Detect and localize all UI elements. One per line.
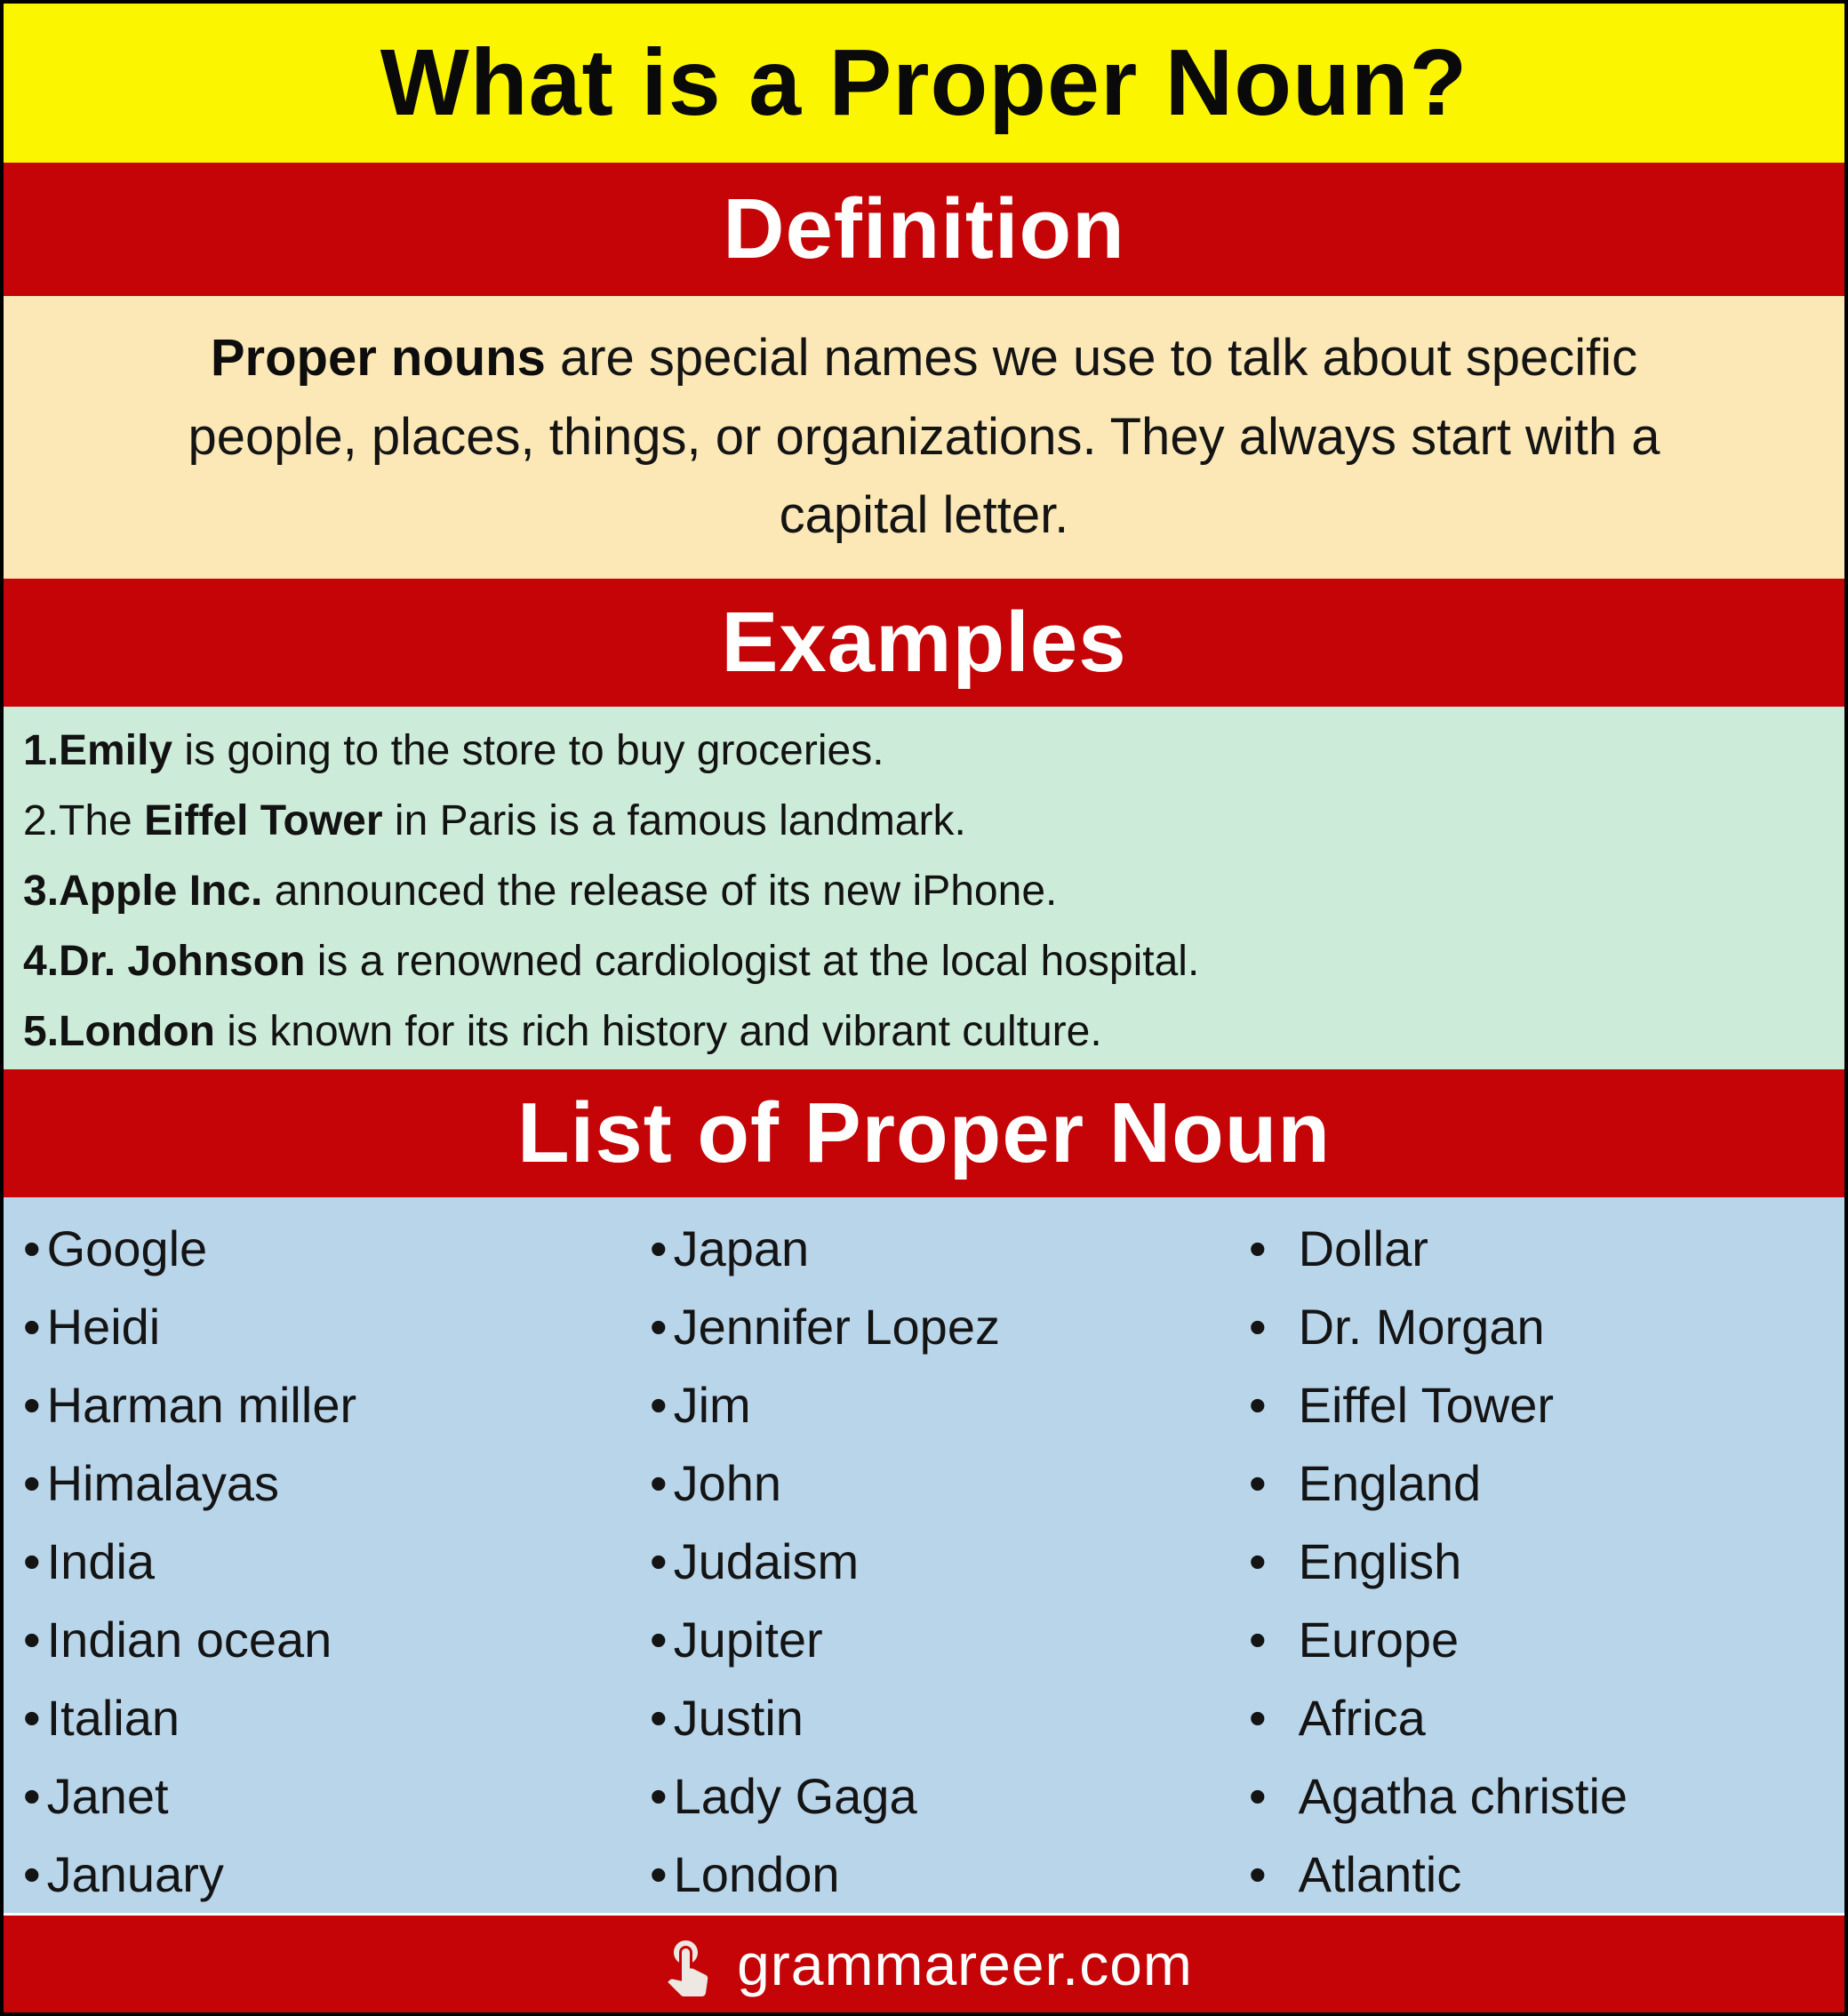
list-item: • Google: [23, 1210, 650, 1288]
definition-section: [4, 296, 1844, 579]
examples-section: [4, 707, 1844, 1069]
example-sentence: 4.Dr. Johnson is a renowned cardiologist at the local hospital.: [23, 938, 1200, 985]
tap-hand-icon: [655, 1932, 719, 1996]
example-sentence: 3.Apple Inc. announced the release of its new iPhone.: [23, 868, 1058, 915]
list-item: • Atlantic: [1236, 1836, 1844, 1914]
example-sentence: 5.London is known for its rich history and vibrant culture.: [23, 1008, 1102, 1055]
list-item: • Jennifer Lopez: [650, 1288, 1236, 1366]
site-name: grammareer.com: [737, 1931, 1193, 1997]
proper-noun-list: [4, 1197, 1844, 1913]
list-item: • Agatha christie: [1236, 1757, 1844, 1836]
list-item: • Jim: [650, 1366, 1236, 1444]
list-item: • Jupiter: [650, 1601, 1236, 1679]
list-item: • Justin: [650, 1679, 1236, 1757]
list-item: • India: [23, 1523, 650, 1601]
list-column-2: [650, 1210, 1236, 1913]
list-item: • England: [1236, 1444, 1844, 1523]
list-heading: List of Proper Noun: [517, 1085, 1331, 1180]
list-item: • Lady Gaga: [650, 1757, 1236, 1836]
list-item: • English: [1236, 1523, 1844, 1601]
list-item: • Italian: [23, 1679, 650, 1757]
example-sentence: 1.Emily is going to the store to buy groceries.: [23, 727, 884, 774]
examples-heading: Examples: [721, 595, 1127, 690]
list-item: • Eiffel Tower: [1236, 1366, 1844, 1444]
definition-text: [169, 319, 1680, 556]
list-item: • Africa: [1236, 1679, 1844, 1757]
example-sentence: 2.The Eiffel Tower in Paris is a famous landmark.: [23, 797, 966, 844]
list-item: • Heidi: [23, 1288, 650, 1366]
definition-body: are special names we use to talk about specific people, places, things, or organizations. They always start with a capital letter.: [188, 328, 1660, 545]
footer: [4, 1913, 1844, 2012]
list-item: • Harman miller: [23, 1366, 650, 1444]
list-item: • Janet: [23, 1757, 650, 1836]
list-item: • Judaism: [650, 1523, 1236, 1601]
definition-term: Proper nouns: [210, 328, 546, 387]
list-item: • Europe: [1236, 1601, 1844, 1679]
list-item: • Dr. Morgan: [1236, 1288, 1844, 1366]
definition-heading: Definition: [723, 181, 1125, 276]
list-column-3: [1236, 1210, 1844, 1913]
list-item: • Dollar: [1236, 1210, 1844, 1288]
page-title: What is a Proper Noun?: [380, 30, 1468, 135]
list-item: • London: [650, 1836, 1236, 1914]
list-item: • January: [23, 1836, 650, 1914]
list-item: • Himalayas: [23, 1444, 650, 1523]
list-heading-band: [4, 1069, 1844, 1197]
list-column-1: [23, 1210, 650, 1913]
list-item: • John: [650, 1444, 1236, 1523]
title-band: [4, 4, 1844, 163]
list-item: • Japan: [650, 1210, 1236, 1288]
list-item: • Indian ocean: [23, 1601, 650, 1679]
definition-heading-band: [4, 163, 1844, 296]
examples-heading-band: [4, 579, 1844, 707]
